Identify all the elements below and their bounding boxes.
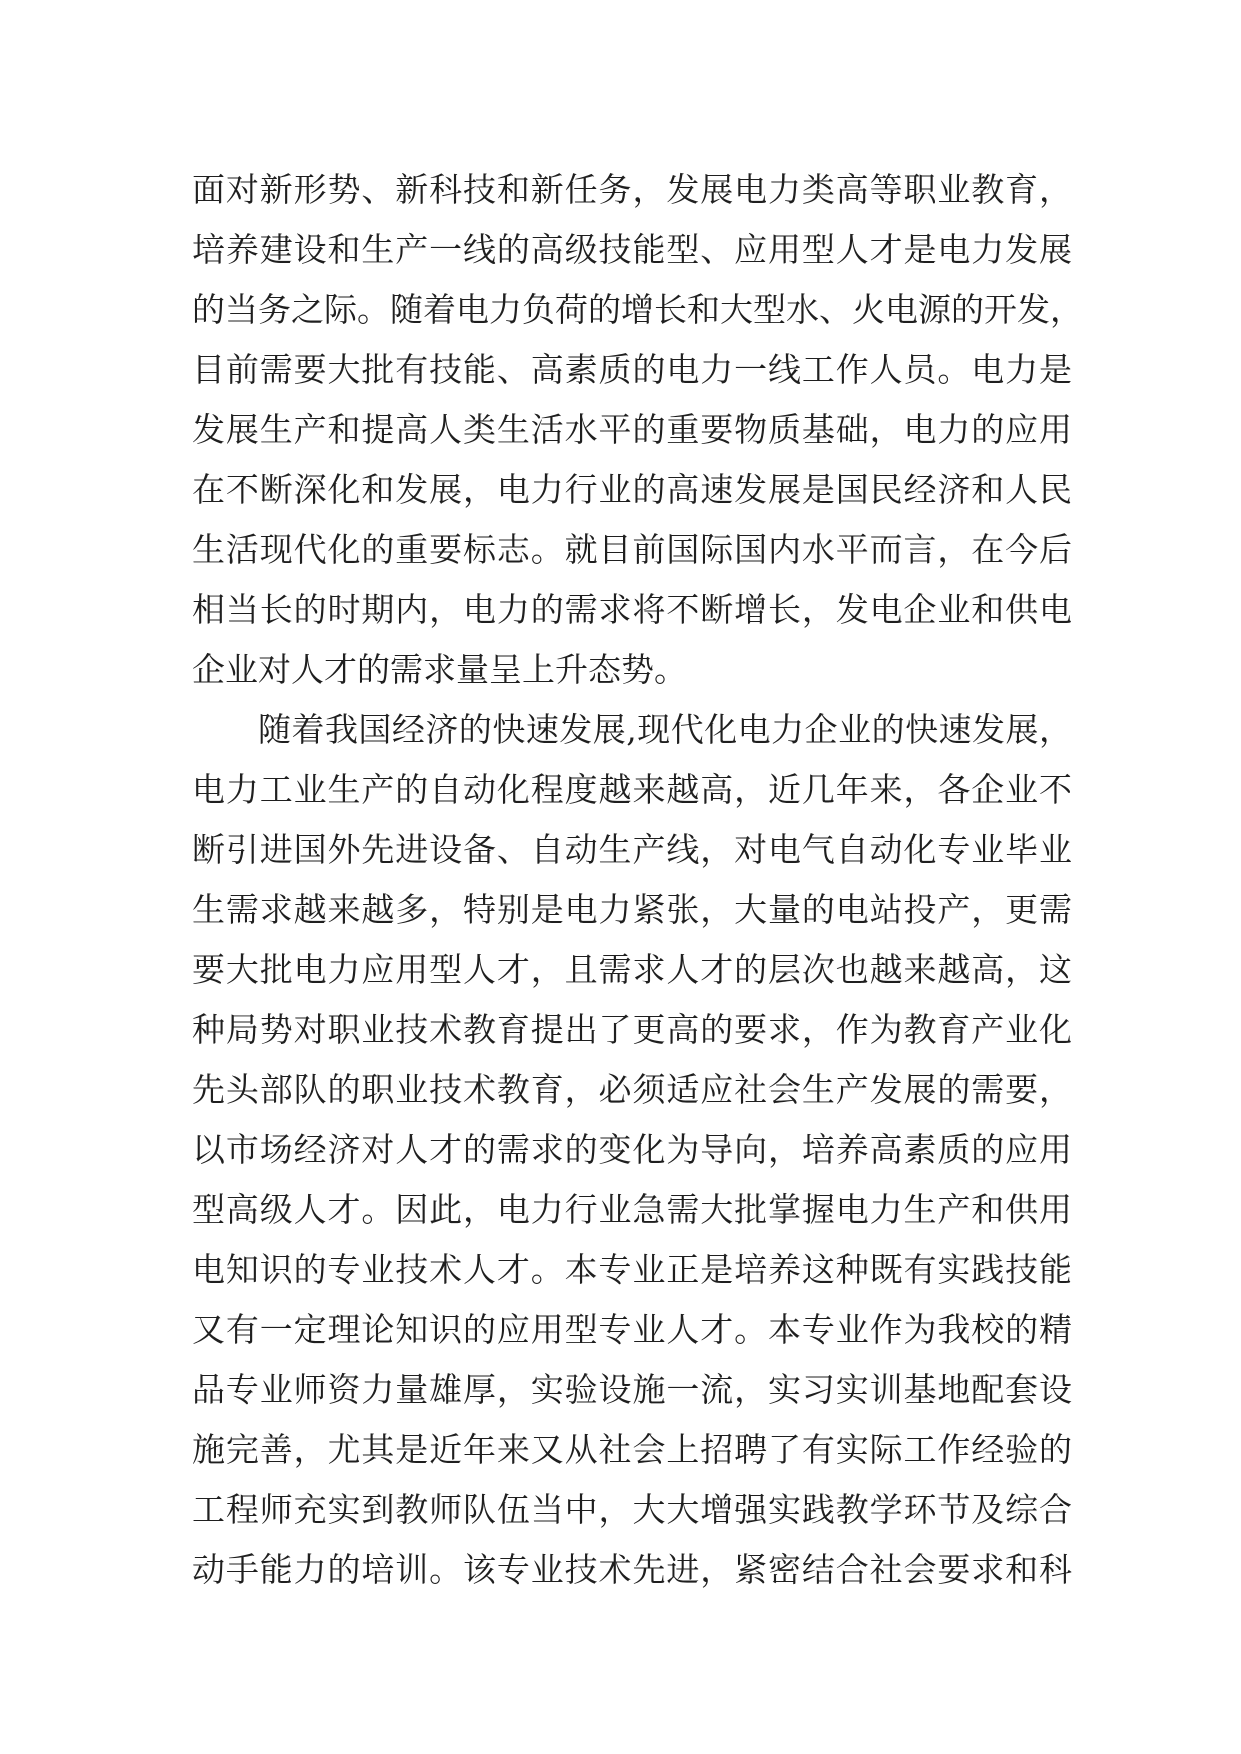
text-line: 又有一定理论知识的应用型专业人才。本专业作为我校的精 bbox=[192, 1310, 1072, 1349]
text-line: 动手能力的培训。该专业技术先进，紧密结合社会要求和科 bbox=[192, 1550, 1072, 1589]
text-line: 生需求越来越多，特别是电力紧张，大量的电站投产，更需 bbox=[192, 890, 1072, 929]
text-line: 生活现代化的重要标志。就目前国际国内水平而言，在今后 bbox=[192, 530, 1072, 569]
text-line: 目前需要大批有技能、高素质的电力一线工作人员。电力是 bbox=[192, 350, 1072, 389]
paragraph-2 bbox=[192, 700, 1072, 1600]
text-line: 面对新形势、新科技和新任务，发展电力类高等职业教育， bbox=[192, 170, 1072, 209]
text-line: 种局势对职业技术教育提出了更高的要求，作为教育产业化 bbox=[192, 1010, 1072, 1049]
text-line: 施完善，尤其是近年来又从社会上招聘了有实际工作经验的 bbox=[192, 1430, 1072, 1469]
text-line: 相当长的时期内，电力的需求将不断增长，发电企业和供电 bbox=[192, 590, 1072, 629]
text-line: 品专业师资力量雄厚，实验设施一流，实习实训基地配套设 bbox=[192, 1370, 1072, 1409]
text-line: 断引进国外先进设备、自动生产线，对电气自动化专业毕业 bbox=[192, 830, 1072, 869]
text-line: 要大批电力应用型人才，且需求人才的层次也越来越高，这 bbox=[192, 950, 1072, 989]
text-line: 在不断深化和发展，电力行业的高速发展是国民经济和人民 bbox=[192, 470, 1072, 509]
text-line: 企业对人才的需求量呈上升态势。 bbox=[192, 650, 687, 689]
text-line: 先头部队的职业技术教育，必须适应社会生产发展的需要， bbox=[192, 1070, 1072, 1109]
text-line: 型高级人才。因此，电力行业急需大批掌握电力生产和供用 bbox=[192, 1190, 1072, 1229]
text-line: 电力工业生产的自动化程度越来越高，近几年来，各企业不 bbox=[192, 770, 1072, 809]
text-line: 随着我国经济的快速发展,现代化电力企业的快速发展， bbox=[258, 710, 1072, 749]
text-line: 发展生产和提高人类生活水平的重要物质基础，电力的应用 bbox=[192, 410, 1072, 449]
text-line: 培养建设和生产一线的高级技能型、应用型人才是电力发展 bbox=[192, 230, 1072, 269]
text-line: 的当务之际。随着电力负荷的增长和大型水、火电源的开发， bbox=[192, 290, 1083, 329]
text-line: 电知识的专业技术人才。本专业正是培养这种既有实践技能 bbox=[192, 1250, 1072, 1289]
text-line: 工程师充实到教师队伍当中，大大增强实践教学环节及综合 bbox=[192, 1490, 1072, 1529]
body-text bbox=[192, 160, 1083, 1600]
paragraph-1 bbox=[192, 160, 1083, 700]
text-line: 以市场经济对人才的需求的变化为导向，培养高素质的应用 bbox=[192, 1130, 1072, 1169]
